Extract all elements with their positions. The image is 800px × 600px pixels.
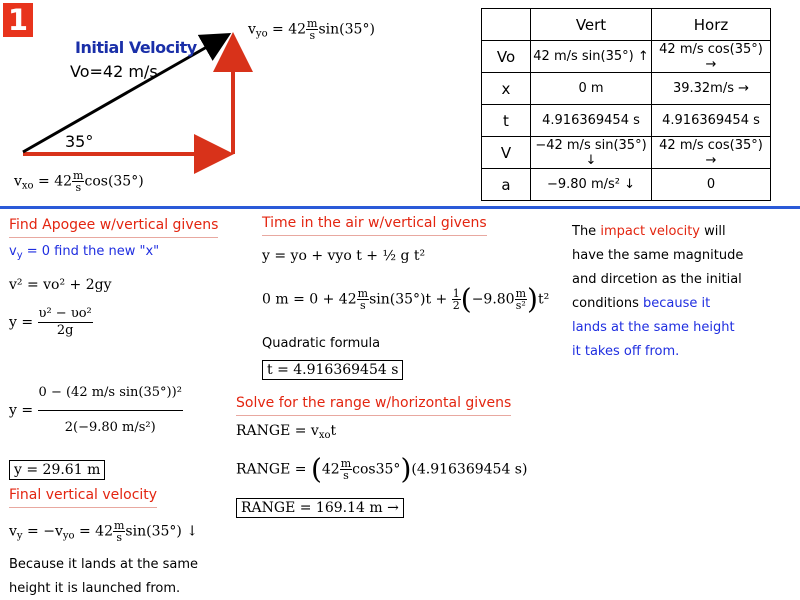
apogee-heading: Find Apogee w/vertical givens xyxy=(9,217,218,238)
row-label: V xyxy=(482,137,531,169)
vxo-equation: $v_{xo} = 42$ $\frac{m}{s}$ cos(35°) xyxy=(14,169,144,194)
y-substitution: y = $\frac{\text{0 − (42 m/s sin(35°))²}}{\text{2(−9.80 m/s²)}}$ xyxy=(9,376,183,445)
table-row xyxy=(482,137,771,169)
row-label: x xyxy=(482,73,531,105)
row-label: t xyxy=(482,105,531,137)
kinematic-equation: v² = vo² + 2gy xyxy=(9,277,112,293)
final-velocity-heading: Final vertical velocity xyxy=(9,487,157,508)
impact-velocity-note: The impact velocity will have the same magnitude and dircetion as the initial conditions because it lands at the same height it takes off from. xyxy=(572,224,744,359)
components-table xyxy=(481,8,771,201)
range-formula: RANGE = $v_{xo}t$ xyxy=(236,423,337,441)
table-header-cell xyxy=(482,9,531,41)
table-cell: 0 xyxy=(652,169,771,201)
table-header-cell: Vert xyxy=(531,9,652,41)
time-heading: Time in the air w/vertical givens xyxy=(262,215,487,236)
table-cell: 0 m xyxy=(531,73,652,105)
table-row xyxy=(482,105,771,137)
table-cell: −9.80 m/s² ↓ xyxy=(531,169,652,201)
y-formula: y = $\frac{\text{υ² − υo²}}{2g}$ xyxy=(9,306,92,338)
section-divider xyxy=(0,206,800,209)
table-cell: 4.916369454 s xyxy=(531,105,652,137)
table-row xyxy=(482,41,771,73)
table-cell: 42 m/s cos(35°) → xyxy=(652,137,771,169)
table-cell: 39.32m/s → xyxy=(652,73,771,105)
table-header-row xyxy=(482,9,771,41)
apogee-result: y = 29.61 m xyxy=(9,460,105,480)
table-cell: 4.916369454 s xyxy=(652,105,771,137)
final-velocity-note-line2: height it is launched from. xyxy=(9,581,181,596)
apogee-given: $v_y = 0$ find the new "x" xyxy=(9,244,160,261)
table-header-cell: Horz xyxy=(652,9,771,41)
angle-label: 35° xyxy=(65,132,94,151)
diagram-title: Initial Velocity xyxy=(75,38,197,57)
table-cell: 42 m/s cos(35°) → xyxy=(652,41,771,73)
initial-velocity-label: Vo=42 m/s xyxy=(70,62,158,81)
range-substitution: RANGE = (42 $\frac{m}{s}$ cos35°)(4.916369454 s) xyxy=(236,452,528,486)
slide-number-badge: 1 xyxy=(3,3,33,37)
row-label: a xyxy=(482,169,531,201)
table-cell: −42 m/s sin(35°) ↓ xyxy=(531,137,652,169)
table-row xyxy=(482,73,771,105)
time-result: t = 4.916369454 s xyxy=(262,360,403,380)
final-velocity-note-line1: Because it lands at the same xyxy=(9,557,199,572)
position-equation: y = yo + vyo t + ½ g t² xyxy=(262,248,426,264)
final-vy-equation: $v_y = -v_{yo} = 42$ $\frac{m}{s}$ sin(35°) ↓ xyxy=(9,519,199,544)
range-heading: Solve for the range w/horizontal givens xyxy=(236,395,511,416)
row-label: Vo xyxy=(482,41,531,73)
vyo-equation: $v_{yo} = 42$ $\frac{m}{s}$ sin(35°) xyxy=(248,17,375,42)
table-cell: 42 m/s sin(35°) ↑ xyxy=(531,41,652,73)
time-substitution: 0 m = 0 + 42 $\frac{m}{s}$ sin(35°)t + $\frac{1}{2}$ (−9.80 $\frac{m}{\text{s²}}$ )t² xyxy=(262,282,550,316)
quadratic-label: Quadratic formula xyxy=(262,336,381,351)
table-row xyxy=(482,169,771,201)
range-result: RANGE = 169.14 m → xyxy=(236,498,404,518)
